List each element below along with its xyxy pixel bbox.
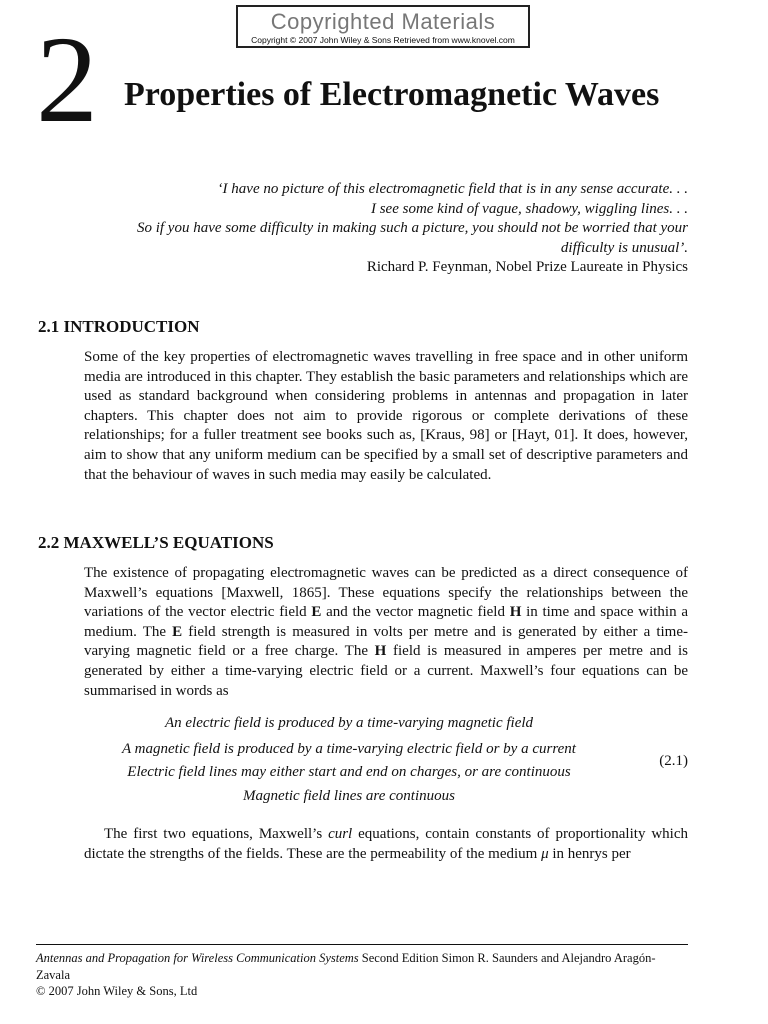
text-run: in henrys per bbox=[548, 845, 631, 862]
chapter-title: Properties of Electromagnetic Waves bbox=[124, 76, 660, 113]
equation-line: Electric field lines may either start and end on charges, or are continuous bbox=[127, 764, 571, 780]
text-run: field strength is measured in volts per metre and is generated by either a time-varying magnetic field or a free charge. The bbox=[84, 623, 689, 660]
text-run: The first two equations, Maxwell’s bbox=[104, 826, 329, 842]
italic-curl: curl bbox=[328, 826, 353, 842]
text-run: in time and space within a medium. The bbox=[84, 604, 688, 640]
footer-copyright: © 2007 John Wiley & Sons, Ltd bbox=[36, 984, 198, 998]
epigraph-line: So if you have some difficulty in making such a picture, you should not be worried that your bbox=[136, 220, 688, 236]
epigraph-attribution: Richard P. Feynman, Nobel Prize Laureate in Physics bbox=[366, 259, 688, 275]
footer-rule bbox=[36, 944, 688, 945]
closing-paragraph bbox=[84, 825, 688, 864]
vector-E: E bbox=[172, 623, 183, 640]
edition-authors: Second Edition Simon R. Saunders and Alejandro Aragón-Zavala bbox=[36, 951, 656, 982]
stamp-title: Copyrighted Materials bbox=[270, 9, 496, 34]
text-run: field is measured in amperes per metre and is generated by either a time-varying electric field or a current. Maxwell’s four equations can be summarised in words as bbox=[84, 643, 688, 699]
equation-line: Magnetic field lines are continuous bbox=[243, 788, 455, 804]
equation-number: (2.1) bbox=[659, 753, 688, 769]
vector-H: H bbox=[509, 604, 522, 621]
text-run: and the vector magnetic field bbox=[321, 604, 510, 621]
epigraph-line: difficulty is unusual’. bbox=[560, 239, 688, 256]
chapter-number: 2 bbox=[36, 11, 98, 148]
vector-H: H bbox=[374, 643, 387, 660]
vector-E: E bbox=[311, 604, 322, 621]
copyright-stamp bbox=[236, 5, 530, 48]
section-heading-maxwell: 2.2 MAXWELL’S EQUATIONS bbox=[38, 533, 274, 552]
introduction-paragraph: Some of the key properties of electromagnetic waves travelling in free space and in other uniform media are introduced in this chapter. They establish the basic parameters and relationships which are used as standard background when considering problems in antennas and propagation in later chapters. This chapter does not aim to provide rigorous or complete derivations of these relationships; for a fuller treatment see books such as, [Kraus, 98] or [Hayt, 01]. It does, however, aim to show that any uniform medium can be specified by a small set of descriptive parameters and that the behaviour of waves in such media may easily be calculated. bbox=[84, 349, 688, 483]
section-heading-introduction: 2.1 INTRODUCTION bbox=[38, 317, 200, 336]
epigraph-line: I see some kind of vague, shadowy, wiggling lines. . . bbox=[370, 200, 688, 217]
epigraph bbox=[80, 180, 688, 278]
stamp-notice: Copyright © 2007 John Wiley & Sons Retrieved from www.knovel.com bbox=[251, 35, 515, 45]
text-run: equations, contain constants of proportionality which dictate the strengths of the fields. These are the permeability of the medium bbox=[84, 826, 688, 862]
equation-line: A magnetic field is produced by a time-varying electric field or by a current bbox=[122, 741, 576, 757]
text-run: The existence of propagating electromagnetic waves can be predicted as a direct consequence of Maxwell’s equations [Maxwell, 1865]. These equations specify the relationships between the variations of the vector electric field bbox=[84, 565, 688, 621]
equation-2-1 bbox=[84, 715, 688, 811]
maxwell-paragraph bbox=[84, 564, 688, 701]
symbol-mu: μ bbox=[541, 845, 549, 862]
equation-line: An electric field is produced by a time-varying magnetic field bbox=[164, 715, 534, 731]
epigraph-line: ‘I have no picture of this electromagnetic field that is in any sense accurate. . . bbox=[217, 181, 688, 197]
book-title: Antennas and Propagation for Wireless Communication Systems bbox=[36, 951, 359, 965]
footer bbox=[36, 950, 688, 1000]
